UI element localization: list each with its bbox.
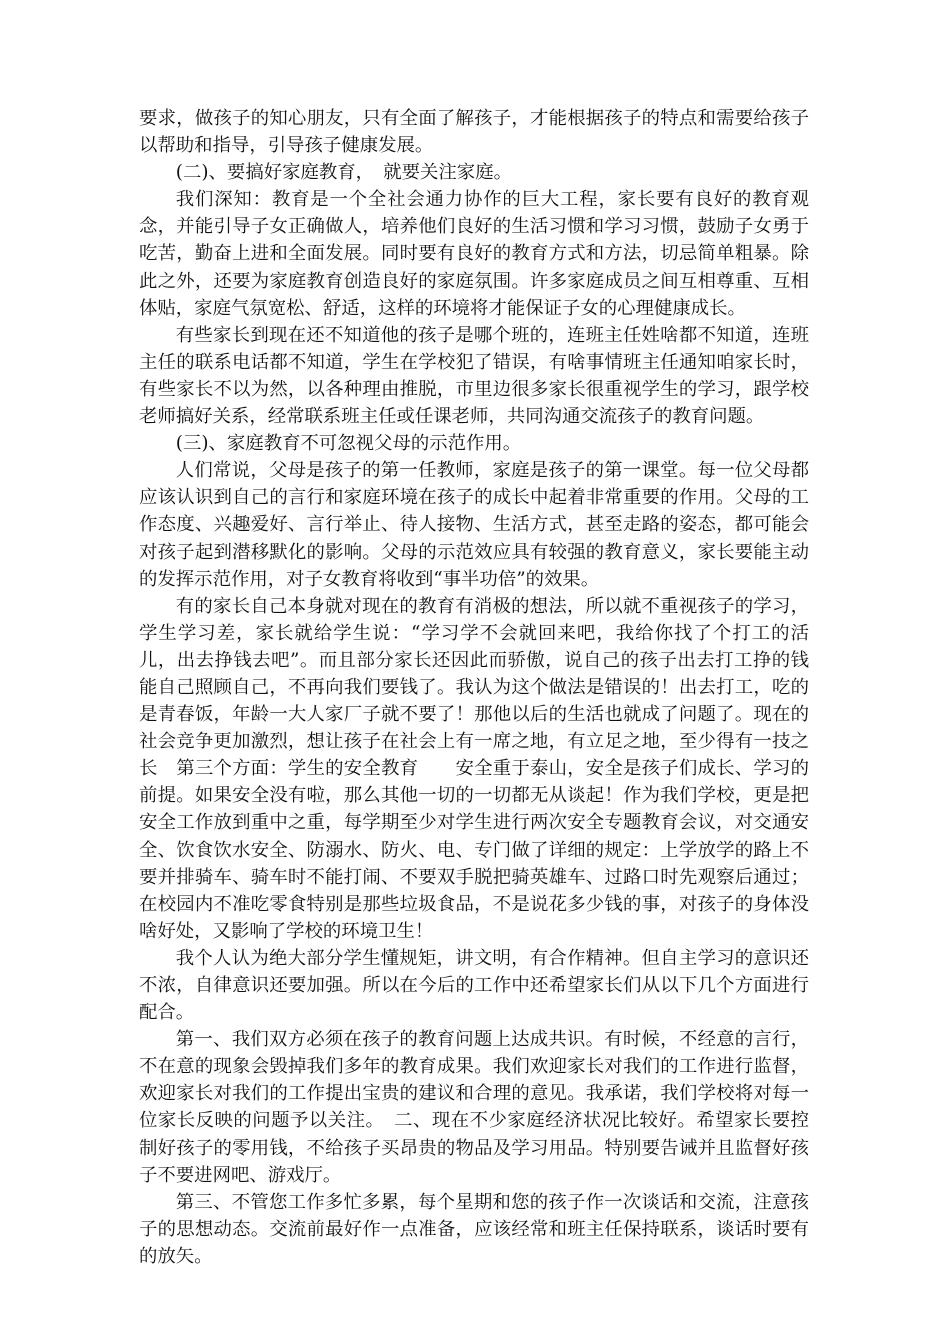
paragraph: 人们常说，父母是孩子的第一任教师，家庭是孩子的第一课堂。每一位父母都应该认识到自己的言行和家庭环境在孩子的成长中起着非常重要的作用。父母的工作态度、兴趣爱好、言行举止、待人接物、生活方式，甚至走路的姿态，都可能会对孩子起到潜移默化的影响。父母的示范效应具有较强的教育意义，家长要能主动的发挥示范作用，对子女教育将收到“事半功倍”的效果。 [139,460,809,590]
document-body [139,105,809,1270]
section-heading-3: (三)、家庭教育不可忽视父母的示范作用。 [175,433,522,455]
paragraph: 有的家长自己本身就对现在的教育有消极的想法，所以就不重视孩子的学习，学生学习差，家长就给学生说：“学习学不会就回来吧，我给你找了个打工的活儿，出去挣钱去吧”。而且部分家长还因此而骄傲，说自己的孩子出去打工挣的钱能自己照顾自己，不再向我们要钱了。我认为这个做法是错误的！出去打工，吃的是青春饭，年龄一大人家厂子就不要了！那他以后的生活也就成了问题了。现在的社会竞争更加激烈，想让孩子在社会上有一席之地，有立足之地，至少得有一技之长 第三个方面：学生的安全教育 安全重于泰山，安全是孩子们成长、学习的前提。如果安全没有啦，那么其他一切的一切都无从谈起！作为我们学校，更是把安全工作放到重中之重，每学期至少对学生进行两次安全专题教育会议，对交通安全、饮食饮水安全、防溺水、防火、电、专门做了详细的规定：上学放学的路上不要并排骑车、骑车时不能打闹、不要双手脱把骑英雄车、过路口时先观察后通过；在校园内不准吃零食特别是那些垃圾食品，不是说花多少钱的事，对孩子的身体没啥好处，又影响了学校的环境卫生！ [139,595,809,942]
paragraph: 第三、不管您工作多忙多累，每个星期和您的孩子作一次谈话和交流，注意孩子的思想动态。交流前最好作一点准备，应该经常和班主任保持联系，谈话时要有的放矢。 [139,1191,809,1267]
paragraph: 我们深知：教育是一个全社会通力协作的巨大工程，家长要有良好的教育观念，并能引导子女正确做人，培养他们良好的生活习惯和学习习惯，鼓励子女勇于吃苦，勤奋上进和全面发展。同时要有良好的教育方式和方法，切忌简单粗暴。除此之外，还要为家庭教育创造良好的家庭氛围。许多家庭成员之间互相尊重、互相体贴，家庭气氛宽松、舒适，这样的环境将才能保证子女的心理健康成长。 [139,189,809,319]
paragraph: 有些家长到现在还不知道他的孩子是哪个班的，连班主任姓啥都不知道，连班主任的联系电话都不知道，学生在学校犯了错误，有啥事情班主任通知咱家长时，有些家长不以为然，以各种理由推脱，市里边很多家长很重视学生的学习，跟学校老师搞好关系，经常联系班主任或任课老师，共同沟通交流孩子的教育问题。 [139,324,809,428]
section-heading-2: (二)、要搞好家庭教育， 就要关注家庭。 [175,162,512,184]
paragraph: 第一、我们双方必须在孩子的教育问题上达成共识。有时候，不经意的言行，不在意的现象会毁掉我们多年的教育成果。我们欢迎家长对我们的工作进行监督，欢迎家长对我们的工作提出宝贵的建议和合理的意见。我承诺，我们学校将对每一位家长反映的问题予以关注。 二、现在不少家庭经济状况比较好。希望家长要控制好孩子的零用钱，不给孩子买昂贵的物品及学习用品。特别要告诫并且监督好孩子不要进网吧、游戏厅。 [139,1029,809,1186]
paragraph-continuation: 要求，做孩子的知心朋友，只有全面了解孩子，才能根据孩子的特点和需要给孩子以帮助和指导，引导孩子健康发展。 [139,108,809,157]
paragraph: 我个人认为绝大部分学生懂规矩，讲文明，有合作精神。但自主学习的意识还不浓，自律意识还要加强。所以在今后的工作中还希望家长们从以下几个方面进行配合。 [139,947,809,1024]
